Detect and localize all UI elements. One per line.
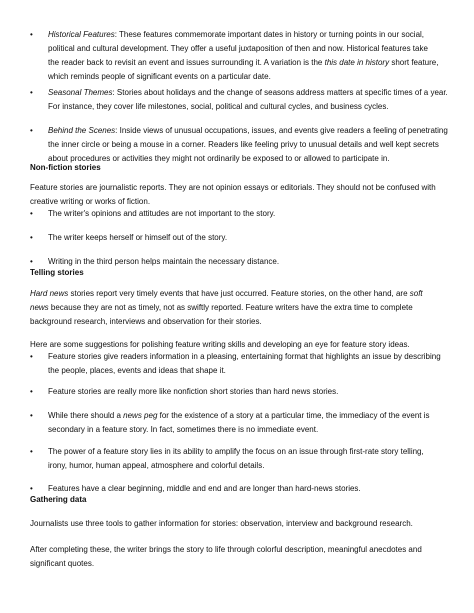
- bullet-seasonal-themes: [30, 86, 450, 116]
- bullet-icon: •: [30, 387, 33, 396]
- term-historical: Historical Features: [48, 30, 115, 39]
- heading-nonfiction: Non-fiction stories: [30, 163, 101, 172]
- bullet-text: While there should a news peg for the existence of a story at a particular time, the immediacy of the event is secondary in a feature story. In fact, sometimes there is no immediate event.: [48, 411, 430, 434]
- bullet-text: Behind the Scenes: Inside views of unusual occupations, issues, and events give readers a feeling of penetrating the inner circle or being a mouse in a corner. Readers like feeling privy to unusual details and well kept secrets about procedures or activities they might not ordinarily be exposed to or allowed to participate in.: [48, 126, 448, 163]
- term-behind: Behind the Scenes: [48, 126, 116, 135]
- bullet-icon: •: [30, 88, 33, 97]
- bullet-icon: •: [30, 126, 33, 135]
- bullet-text: Seasonal Themes: Stories about holidays and the change of seasons address matters at specific times of a year. For instance, they cover life milestones, social, political and cultural cycles, and business cycles.: [48, 88, 448, 111]
- bullet-nonfiction-2: [30, 231, 450, 245]
- bullet-telling-5: [30, 482, 450, 496]
- bullet-text: Feature stories give readers information in a pleasing, entertaining format that highlights an issue by describing the people, places, events and ideas that shape it.: [48, 352, 441, 375]
- bullet-text: Feature stories are really more like nonfiction short stories than hard news stories.: [48, 387, 339, 396]
- term-seasonal: Seasonal Themes: [48, 88, 113, 97]
- bullet-text: The writer's opinions and attitudes are not important to the story.: [48, 209, 276, 218]
- bullet-icon: •: [30, 233, 33, 242]
- bullet-icon: •: [30, 484, 33, 493]
- bullet-text: The power of a feature story lies in its ability to amplify the focus on an issue through first-rate story telling, irony, humor, human appeal, atmosphere and colorful details.: [48, 447, 424, 470]
- bullet-text: Writing in the third person helps maintain the necessary distance.: [48, 257, 280, 266]
- bullet-icon: •: [30, 352, 33, 361]
- heading-telling-stories: Telling stories: [30, 268, 84, 277]
- telling-paragraph-2: Here are some suggestions for polishing feature writing skills and developing an eye for feature story ideas.: [30, 340, 410, 349]
- bullet-text: The writer keeps herself or himself out of the story.: [48, 233, 228, 242]
- bullet-icon: •: [30, 257, 33, 266]
- bullet-icon: •: [30, 30, 33, 39]
- bullet-telling-2: [30, 385, 450, 399]
- bullet-telling-1: [30, 350, 450, 380]
- gathering-paragraph-1: Journalists use three tools to gather information for stories: observation, interview and background research.: [30, 519, 413, 528]
- bullet-icon: •: [30, 411, 33, 420]
- bullet-nonfiction-3: [30, 255, 450, 269]
- heading-gathering-data: Gathering data: [30, 495, 87, 504]
- bullet-historical-features: [30, 28, 450, 88]
- gathering-paragraph-2: After completing these, the writer brings the story to life through colorful description, meaningful anecdotes and significant quotes.: [30, 545, 422, 568]
- bullet-text: Features have a clear beginning, middle and end and are longer than hard-news stories.: [48, 484, 361, 493]
- nonfiction-intro: Feature stories are journalistic reports. They are not opinion essays or editorials. They should not be confused with creative writing or works of fiction.: [30, 183, 436, 206]
- bullet-telling-3: [30, 409, 450, 439]
- bullet-text: Historical Features: These features commemorate important dates in history or turning points in our social, political and cultural development. They offer a useful juxtaposition of then and now. Historical features take the reader back to revisit an event and issues surrounding it. A variation is the this date in history short feature, which reminds people of significant events on a particular date.: [48, 30, 439, 81]
- bullet-nonfiction-1: [30, 207, 450, 221]
- telling-paragraph-1: Hard news stories report very timely events that have just occurred. Feature stories, on the other hand, are soft news because they are not as timely, not as swiftly reported. Feature writers have the extra time to complete background research, interviews and observation for their stories.: [30, 289, 423, 326]
- bullet-icon: •: [30, 447, 33, 456]
- bullet-telling-4: [30, 445, 450, 475]
- bullet-icon: •: [30, 209, 33, 218]
